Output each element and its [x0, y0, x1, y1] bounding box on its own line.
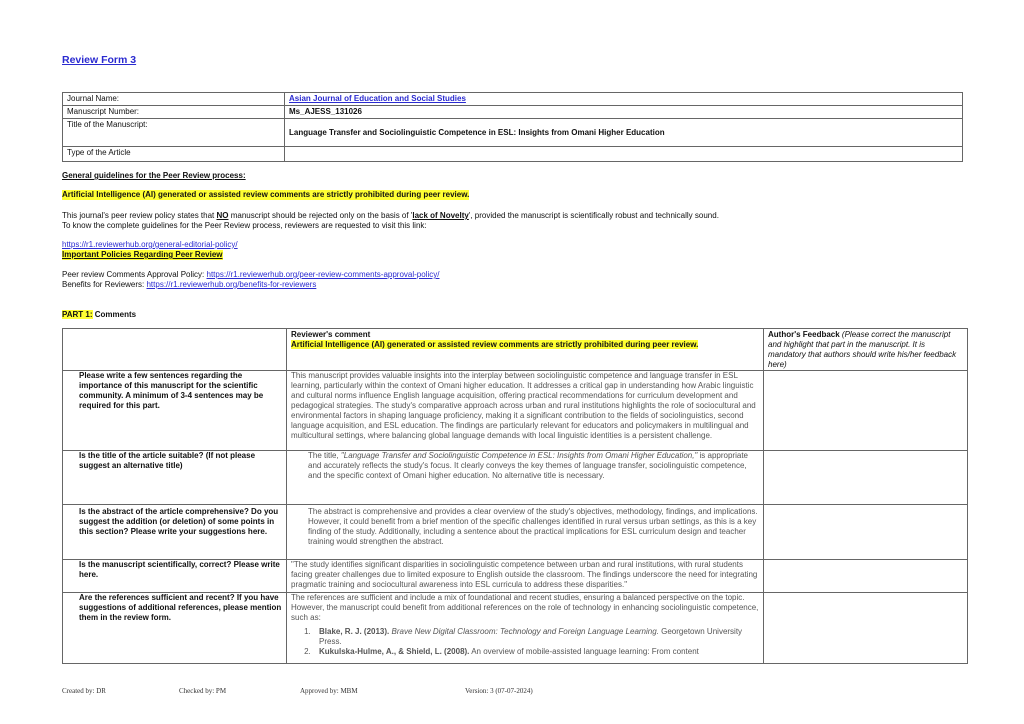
approval-policy-link[interactable]: https://r1.reviewerhub.org/peer-review-comments-approval-policy/	[206, 270, 440, 279]
header-row	[63, 329, 968, 371]
form-title: Review Form 3	[62, 54, 137, 66]
author-feedback-cell[interactable]	[764, 371, 968, 451]
benefits-link[interactable]: https://r1.reviewerhub.org/benefits-for-reviewers	[146, 280, 317, 289]
footer-created: Created by: DR	[62, 687, 106, 695]
author-feedback-cell[interactable]	[764, 451, 968, 505]
footer-checked: Checked by: PM	[179, 687, 227, 695]
policy-pre: This journal's peer review policy states that	[62, 211, 217, 220]
question-references: Are the references sufficient and recent? If you have suggestions of additional references, please mention them in the review form.	[63, 593, 287, 664]
reference-authors: Kukulska-Hulme, A., & Shield, L. (2008).	[319, 647, 470, 656]
title-label: Title of the Manuscript:	[63, 119, 285, 147]
manuscript-label: Manuscript Number:	[63, 106, 285, 119]
reference-authors: Blake, R. J. (2013).	[319, 627, 390, 636]
comment-references[interactable]	[287, 593, 764, 664]
table-row	[63, 119, 963, 147]
comment-title-post: is appropriate and accurately reflects the study's focus. It clearly conveys the key themes of language transfer, sociolinguistic competence, and the specific context of Omani higher education. No alternative title is necessary.	[308, 451, 748, 480]
important-policies-link[interactable]: Important Policies Regarding Peer Review	[62, 250, 223, 259]
table-row	[63, 93, 963, 106]
approval-label: Peer review Comments Approval Policy:	[62, 270, 207, 279]
policy-post: ', provided the manuscript is scientifically robust and technically sound.	[468, 211, 719, 220]
author-feedback-cell[interactable]	[764, 593, 968, 664]
manuscript-info-table	[62, 92, 963, 162]
author-feedback-cell[interactable]	[764, 505, 968, 560]
table-row	[63, 505, 968, 560]
footer-approved: Approved by: MBM	[300, 687, 358, 695]
reference-rest: An overview of mobile-assisted language learning: From content	[469, 647, 699, 656]
comment-title-pre: The title,	[308, 451, 341, 460]
manuscript-number: Ms_AJESS_131026	[285, 106, 963, 119]
comment-references-text: The references are sufficient and include a mix of foundational and recent studies, ensuring a balanced perspective on the topic. However, the manuscript could benefit from additional references on the role of technology in enhancing sociolinguistic competence, such as:	[291, 593, 759, 622]
table-row	[63, 106, 963, 119]
journal-label: Journal Name:	[63, 93, 285, 106]
editorial-policy-link[interactable]: https://r1.reviewerhub.org/general-editorial-policy/	[62, 240, 238, 249]
approval-policy-line	[62, 270, 439, 280]
comments-table	[62, 328, 968, 664]
benefits-label: Benefits for Reviewers:	[62, 280, 147, 289]
policy-no: NO	[216, 211, 229, 220]
question-title: Is the title of the article suitable? (If not please suggest an alternative title)	[63, 451, 287, 505]
reference-rest: Georgetown University Press.	[319, 627, 743, 646]
table-row	[63, 451, 968, 505]
part1-title: Comments	[92, 310, 137, 319]
comment-scientific[interactable]: "The study identifies significant disparities in sociolinguistic competence between urban and rural institutions, with rural students facing greater challenges due to limited exposure to English outside the classroom. The findings underscore the need for integrating pragmatic training and sociocultural awareness into ESL curricula to address these disparities."	[287, 560, 764, 593]
table-row	[63, 560, 968, 593]
empty-header	[63, 329, 287, 371]
table-row	[63, 147, 963, 162]
manuscript-title: Language Transfer and Sociolinguistic Competence in ESL: Insights from Omani Higher Education	[285, 119, 963, 147]
benefits-line	[62, 280, 316, 290]
comment-importance[interactable]: This manuscript provides valuable insights into the interplay between sociolinguistic competence and language transfer in ESL learning, particularly within the context of Omani higher education. It addresses a critical gap in understanding how Arabic linguistic and cultural norms influence English language acquisition, offering practical recommendations for curriculum development and pedagogical strategies. The study's comparative approach across urban and rural institutions highlights the role of sociocultural and environmental factors in shaping language proficiency, making it a significant contribution to the fields of sociolinguistics, second language acquisition, and ESL education. The findings are particularly relevant for educators and policymakers in multilingual and multicultural settings, where balancing global language demands with local linguistic identities is a persistent challenge.	[287, 371, 764, 451]
reference-item	[313, 627, 759, 647]
type-label: Type of the Article	[63, 147, 285, 162]
reviewer-ai-warning: Artificial Intelligence (AI) generated or assisted review comments are strictly prohibited during peer review.	[291, 340, 699, 349]
policy-mid: manuscript should be rejected only on the basis of '	[228, 211, 413, 220]
reference-item	[313, 647, 759, 657]
reviewer-comment-header: Reviewer's comment	[291, 330, 371, 339]
article-type	[285, 147, 963, 162]
policy-text	[62, 211, 719, 221]
footer-version: Version: 3 (07-07-2024)	[465, 687, 533, 695]
question-importance: Please write a few sentences regarding the importance of this manuscript for the scientific community. A minimum of 3-4 sentences may be required for this part.	[63, 371, 287, 451]
ai-warning: Artificial Intelligence (AI) generated or assisted review comments are strictly prohibited during peer review.	[62, 190, 470, 199]
question-abstract: Is the abstract of the article comprehensive? Do you suggest the addition (or deletion) of some points in this section? Please write your suggestions here.	[63, 505, 287, 560]
question-scientific: Is the manuscript scientifically, correct? Please write here.	[63, 560, 287, 593]
reference-list	[291, 627, 759, 657]
comment-title-italic: "Language Transfer and Sociolinguistic Competence in ESL: Insights from Omani Higher Education,"	[340, 451, 698, 460]
journal-link[interactable]: Asian Journal of Education and Social Studies	[289, 94, 466, 103]
part1-label: PART 1:	[62, 310, 93, 319]
table-row	[63, 371, 968, 451]
table-row	[63, 593, 968, 664]
policy-line-2: To know the complete guidelines for the Peer Review process, reviewers are requested to visit this link:	[62, 221, 427, 230]
comment-abstract[interactable]: The abstract is comprehensive and provides a clear overview of the study's objectives, methodology, findings, and implications. However, it could benefit from a brief mention of the specific challenges identified in rural versus urban settings, as this is a key finding of the study. Additionally, including a sentence about the practical implications for ESL curriculum design and teacher training would strengthen the abstract.	[287, 505, 764, 560]
guidelines-heading: General guidelines for the Peer Review process:	[62, 171, 246, 180]
part1-heading	[62, 310, 136, 320]
author-feedback-note: (Please correct the manuscript and highlight that part in the manuscript. It is mandatory that authors should write his/her feedback here)	[768, 330, 957, 369]
comment-title[interactable]	[287, 451, 764, 505]
reference-title: Brave New Digital Classroom: Technology and Foreign Language Learning.	[389, 627, 659, 636]
author-feedback-cell[interactable]	[764, 560, 968, 593]
policy-novelty: lack of Novelty	[412, 211, 469, 220]
author-feedback-header: Author's Feedback	[768, 330, 840, 339]
